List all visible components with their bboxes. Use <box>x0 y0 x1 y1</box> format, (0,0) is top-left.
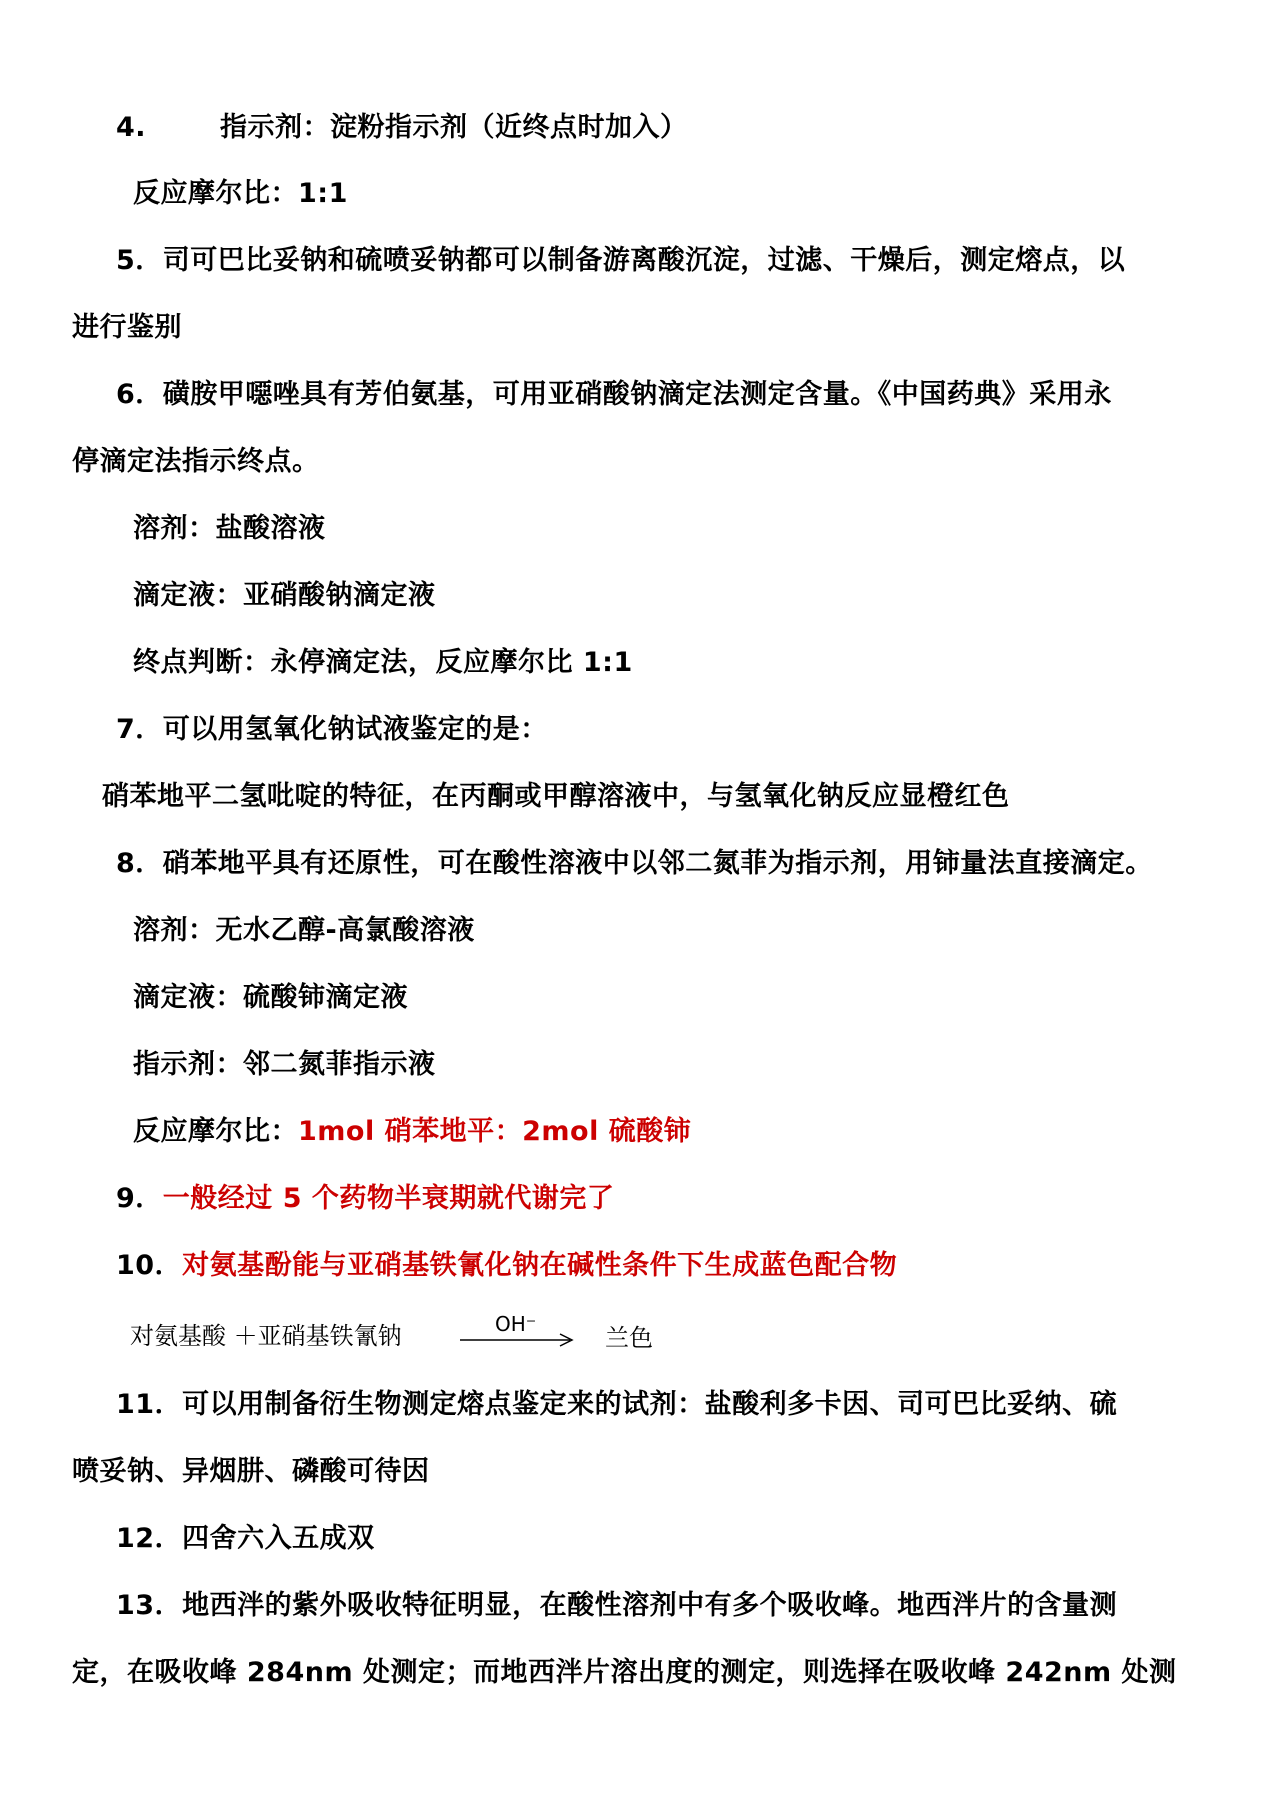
item-5-line-1: 5．司可巴比妥钠和硫喷妥钠都可以制备游离酸沉淀，过滤、干燥后，测定熔点，以 <box>116 245 1126 276</box>
item-4-number: 4. <box>116 112 147 143</box>
item-10 <box>116 1248 897 1284</box>
item-6-solvent: 溶剂：盐酸溶液 <box>133 513 326 544</box>
item-11-line-1: 11．可以用制备衍生物测定熔点鉴定来的试剂：盐酸利多卡因、司可巴比妥纳、硫 <box>116 1389 1118 1420</box>
equation-condition: OH⁻ <box>495 1312 537 1336</box>
item-4-indicator: 指示剂：淀粉指示剂（近终点时加入） <box>220 112 688 143</box>
item-11-line-2: 喷妥钠、异烟肼、磷酸可待因 <box>72 1456 430 1487</box>
item-8-ratio <box>133 1114 691 1150</box>
item-10-text: 对氨基酚能与亚硝基铁氰化钠在碱性条件下生成蓝色配合物 <box>182 1250 898 1281</box>
equation-product: 兰色 <box>605 1324 653 1352</box>
item-10-number: 10． <box>116 1250 183 1281</box>
item-7-line-2: 硝苯地平二氢吡啶的特征，在丙酮或甲醇溶液中，与氢氧化钠反应显橙红色 <box>102 781 1010 812</box>
item-8-line-1: 8．硝苯地平具有还原性，可在酸性溶液中以邻二氮菲为指示剂，用铈量法直接滴定。 <box>116 848 1153 879</box>
item-6-endpoint: 终点判断：永停滴定法，反应摩尔比 1:1 <box>133 647 633 678</box>
reaction-equation <box>130 1310 690 1360</box>
item-13-line-1: 13．地西泮的紫外吸收特征明显，在酸性溶剂中有多个吸收峰。地西泮片的含量测 <box>116 1590 1118 1621</box>
item-7-line-1: 7．可以用氢氧化钠试液鉴定的是： <box>116 714 548 745</box>
item-5-line-2: 进行鉴别 <box>72 312 182 343</box>
equation-reactants: 对氨基酸 ＋亚硝基铁氰钠 <box>130 1322 402 1350</box>
item-8-titrant: 滴定液：硫酸铈滴定液 <box>133 982 408 1013</box>
item-8-solvent: 溶剂：无水乙醇-高氯酸溶液 <box>133 915 475 946</box>
item-13-line-2: 定，在吸收峰 284nm 处测定；而地西泮片溶出度的测定，则选择在吸收峰 242nm 处测 <box>72 1657 1177 1688</box>
item-8-ratio-value: 1mol 硝苯地平：2mol 硫酸铈 <box>298 1116 692 1147</box>
item-6-line-1: 6．磺胺甲噁唑具有芳伯氨基，可用亚硝酸钠滴定法测定含量。《中国药典》采用永 <box>116 379 1112 410</box>
item-9-text: 一般经过 5 个药物半衰期就代谢完了 <box>162 1183 615 1214</box>
item-4-ratio: 反应摩尔比：1:1 <box>133 178 348 209</box>
reaction-arrow-icon <box>460 1330 580 1350</box>
item-8-ratio-label: 反应摩尔比： <box>133 1116 298 1147</box>
item-12: 12．四舍六入五成双 <box>116 1523 375 1554</box>
item-9 <box>116 1181 614 1217</box>
item-6-titrant: 滴定液：亚硝酸钠滴定液 <box>133 580 436 611</box>
item-8-indicator: 指示剂：邻二氮菲指示液 <box>133 1049 436 1080</box>
item-9-number: 9． <box>116 1183 163 1214</box>
item-6-line-2: 停滴定法指示终点。 <box>72 446 320 477</box>
